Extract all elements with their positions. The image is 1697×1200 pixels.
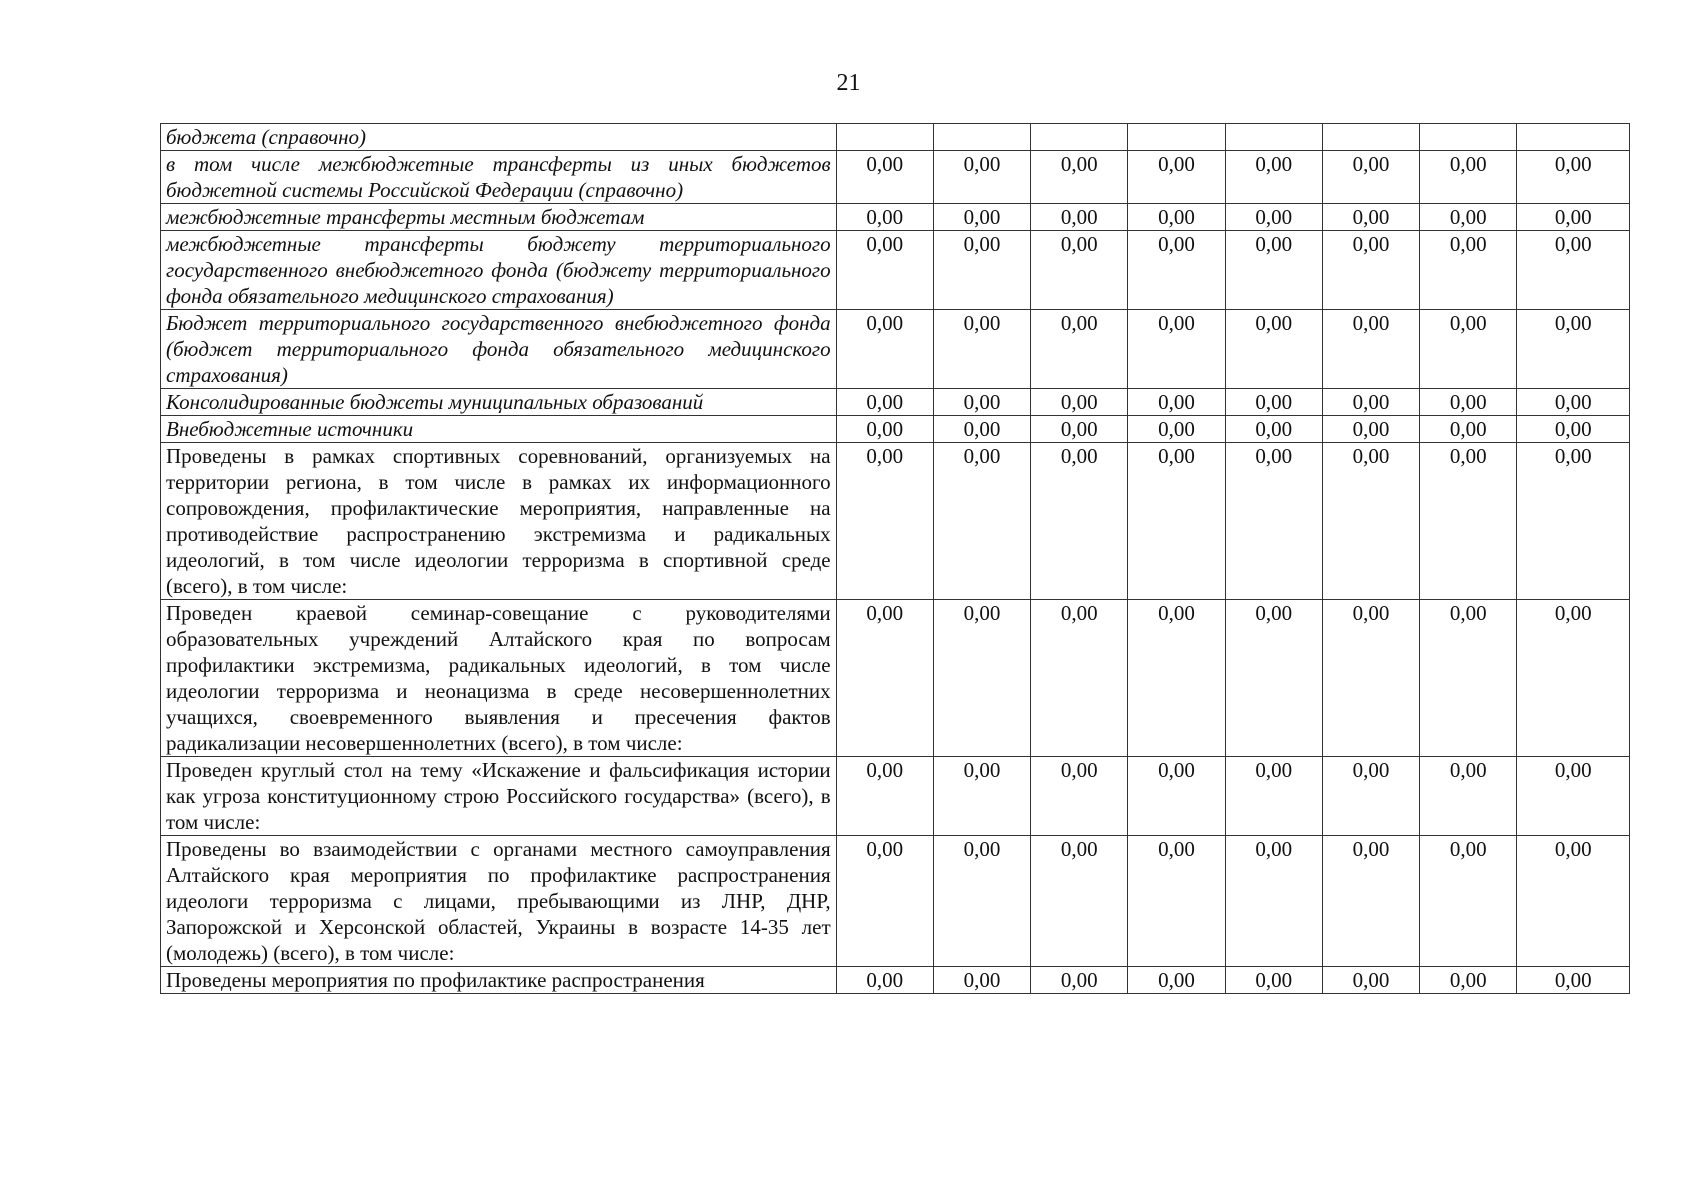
- value-cell: 0,00: [933, 389, 1030, 416]
- value-cell: 0,00: [1517, 443, 1630, 600]
- value-cell: 0,00: [1517, 389, 1630, 416]
- value-cell: 0,00: [836, 151, 933, 204]
- value-cell: [933, 124, 1030, 151]
- value-cell: 0,00: [933, 600, 1030, 757]
- value-cell: 0,00: [933, 310, 1030, 389]
- value-cell: 0,00: [1031, 204, 1128, 231]
- row-label: межбюджетные трансферты бюджету территориального государственного внебюджетного фонда (бюджету территориального фонда обязательного медицинского страхования): [161, 231, 837, 310]
- value-cell: 0,00: [1420, 600, 1517, 757]
- row-label: бюджета (справочно): [161, 124, 837, 151]
- table-row: [161, 231, 1630, 310]
- row-label: Проведены мероприятия по профилактике распространения: [161, 967, 837, 994]
- value-cell: 0,00: [1225, 757, 1322, 836]
- value-cell: 0,00: [1031, 967, 1128, 994]
- value-cell: 0,00: [1225, 151, 1322, 204]
- value-cell: 0,00: [1225, 310, 1322, 389]
- value-cell: 0,00: [836, 443, 933, 600]
- value-cell: 0,00: [1031, 310, 1128, 389]
- value-cell: 0,00: [1420, 389, 1517, 416]
- table-row: [161, 124, 1630, 151]
- table-row: [161, 600, 1630, 757]
- table-row: [161, 443, 1630, 600]
- value-cell: 0,00: [1225, 389, 1322, 416]
- value-cell: 0,00: [836, 389, 933, 416]
- value-cell: 0,00: [933, 443, 1030, 600]
- value-cell: 0,00: [933, 416, 1030, 443]
- value-cell: 0,00: [1031, 389, 1128, 416]
- value-cell: 0,00: [1517, 151, 1630, 204]
- value-cell: 0,00: [1517, 204, 1630, 231]
- value-cell: 0,00: [1128, 389, 1225, 416]
- table-row: [161, 151, 1630, 204]
- table-row: [161, 416, 1630, 443]
- row-label: в том числе межбюджетные трансферты из иных бюджетов бюджетной системы Российской Федерации (справочно): [161, 151, 837, 204]
- value-cell: 0,00: [1128, 151, 1225, 204]
- value-cell: 0,00: [1031, 443, 1128, 600]
- value-cell: 0,00: [1322, 443, 1419, 600]
- value-cell: 0,00: [1322, 310, 1419, 389]
- value-cell: 0,00: [1420, 836, 1517, 967]
- table-row: [161, 389, 1630, 416]
- value-cell: 0,00: [1128, 757, 1225, 836]
- value-cell: 0,00: [1517, 231, 1630, 310]
- budget-table: [160, 123, 1630, 994]
- value-cell: 0,00: [1322, 151, 1419, 204]
- value-cell: 0,00: [1225, 231, 1322, 310]
- value-cell: 0,00: [1420, 757, 1517, 836]
- value-cell: 0,00: [1420, 151, 1517, 204]
- value-cell: 0,00: [1517, 836, 1630, 967]
- value-cell: 0,00: [933, 757, 1030, 836]
- row-label: Бюджет территориального государственного внебюджетного фонда (бюджет территориального фонда обязательного медицинского страхования): [161, 310, 837, 389]
- value-cell: 0,00: [1031, 231, 1128, 310]
- value-cell: 0,00: [1322, 416, 1419, 443]
- value-cell: 0,00: [1225, 836, 1322, 967]
- value-cell: 0,00: [933, 231, 1030, 310]
- value-cell: 0,00: [1128, 836, 1225, 967]
- value-cell: 0,00: [1517, 310, 1630, 389]
- table-row: [161, 310, 1630, 389]
- value-cell: 0,00: [1031, 416, 1128, 443]
- value-cell: 0,00: [1031, 151, 1128, 204]
- value-cell: 0,00: [836, 600, 933, 757]
- value-cell: 0,00: [1322, 389, 1419, 416]
- value-cell: 0,00: [1322, 836, 1419, 967]
- value-cell: 0,00: [1225, 967, 1322, 994]
- value-cell: 0,00: [836, 836, 933, 967]
- table-row: [161, 967, 1630, 994]
- value-cell: 0,00: [1420, 231, 1517, 310]
- table-row: [161, 757, 1630, 836]
- row-label: Проведены в рамках спортивных соревнований, организуемых на территории региона, в том числе в рамках их информационного сопровождения, профилактические мероприятия, направленные на противодействие распространению экстремизма и радикальных идеологий, в том числе идеологии терроризма в спортивной среде (всего), в том числе:: [161, 443, 837, 600]
- value-cell: 0,00: [1225, 416, 1322, 443]
- table-row: [161, 836, 1630, 967]
- value-cell: 0,00: [836, 310, 933, 389]
- value-cell: 0,00: [933, 204, 1030, 231]
- value-cell: 0,00: [1420, 967, 1517, 994]
- value-cell: 0,00: [1517, 757, 1630, 836]
- value-cell: 0,00: [1420, 416, 1517, 443]
- value-cell: [1517, 124, 1630, 151]
- value-cell: [1322, 124, 1419, 151]
- value-cell: 0,00: [1420, 443, 1517, 600]
- value-cell: 0,00: [836, 757, 933, 836]
- value-cell: 0,00: [1420, 310, 1517, 389]
- value-cell: 0,00: [1322, 231, 1419, 310]
- value-cell: 0,00: [1517, 600, 1630, 757]
- value-cell: 0,00: [1225, 600, 1322, 757]
- value-cell: 0,00: [836, 231, 933, 310]
- value-cell: 0,00: [1517, 967, 1630, 994]
- value-cell: 0,00: [1225, 443, 1322, 600]
- value-cell: 0,00: [836, 204, 933, 231]
- row-label: Проведен краевой семинар-совещание с руководителями образовательных учреждений Алтайского края по вопросам профилактики экстремизма, радикальных идеологий, в том числе идеологии терроризма и неонацизма в среде несовершеннолетних учащихся, своевременного выявления и пресечения фактов радикализации несовершеннолетних (всего), в том числе:: [161, 600, 837, 757]
- value-cell: 0,00: [1031, 836, 1128, 967]
- value-cell: 0,00: [1517, 416, 1630, 443]
- value-cell: [1128, 124, 1225, 151]
- value-cell: 0,00: [1225, 204, 1322, 231]
- value-cell: 0,00: [933, 836, 1030, 967]
- value-cell: 0,00: [1031, 757, 1128, 836]
- value-cell: 0,00: [1322, 757, 1419, 836]
- value-cell: 0,00: [1128, 967, 1225, 994]
- value-cell: 0,00: [1128, 600, 1225, 757]
- row-label: Проведены во взаимодействии с органами местного самоуправления Алтайского края мероприятия по профилактике распространения идеологи терроризма с лицами, пребывающими из ЛНР, ДНР, Запорожской и Херсонской областей, Украины в возрасте 14-35 лет (молодежь) (всего), в том числе:: [161, 836, 837, 967]
- value-cell: 0,00: [1031, 600, 1128, 757]
- value-cell: 0,00: [1128, 443, 1225, 600]
- value-cell: 0,00: [1322, 204, 1419, 231]
- value-cell: [836, 124, 933, 151]
- value-cell: 0,00: [933, 967, 1030, 994]
- value-cell: 0,00: [1420, 204, 1517, 231]
- value-cell: 0,00: [1128, 204, 1225, 231]
- value-cell: 0,00: [836, 967, 933, 994]
- row-label: Консолидированные бюджеты муниципальных образований: [161, 389, 837, 416]
- value-cell: 0,00: [933, 151, 1030, 204]
- table-row: [161, 204, 1630, 231]
- row-label: Внебюджетные источники: [161, 416, 837, 443]
- value-cell: 0,00: [1322, 967, 1419, 994]
- table-body: [161, 124, 1630, 994]
- value-cell: [1225, 124, 1322, 151]
- value-cell: [1031, 124, 1128, 151]
- value-cell: 0,00: [1128, 310, 1225, 389]
- value-cell: [1420, 124, 1517, 151]
- value-cell: 0,00: [1128, 416, 1225, 443]
- value-cell: 0,00: [836, 416, 933, 443]
- value-cell: 0,00: [1128, 231, 1225, 310]
- row-label: межбюджетные трансферты местным бюджетам: [161, 204, 837, 231]
- value-cell: 0,00: [1322, 600, 1419, 757]
- row-label: Проведен круглый стол на тему «Искажение и фальсификация истории как угроза конституционному строю Российского государства» (всего), в том числе:: [161, 757, 837, 836]
- page-number: 21: [836, 70, 861, 96]
